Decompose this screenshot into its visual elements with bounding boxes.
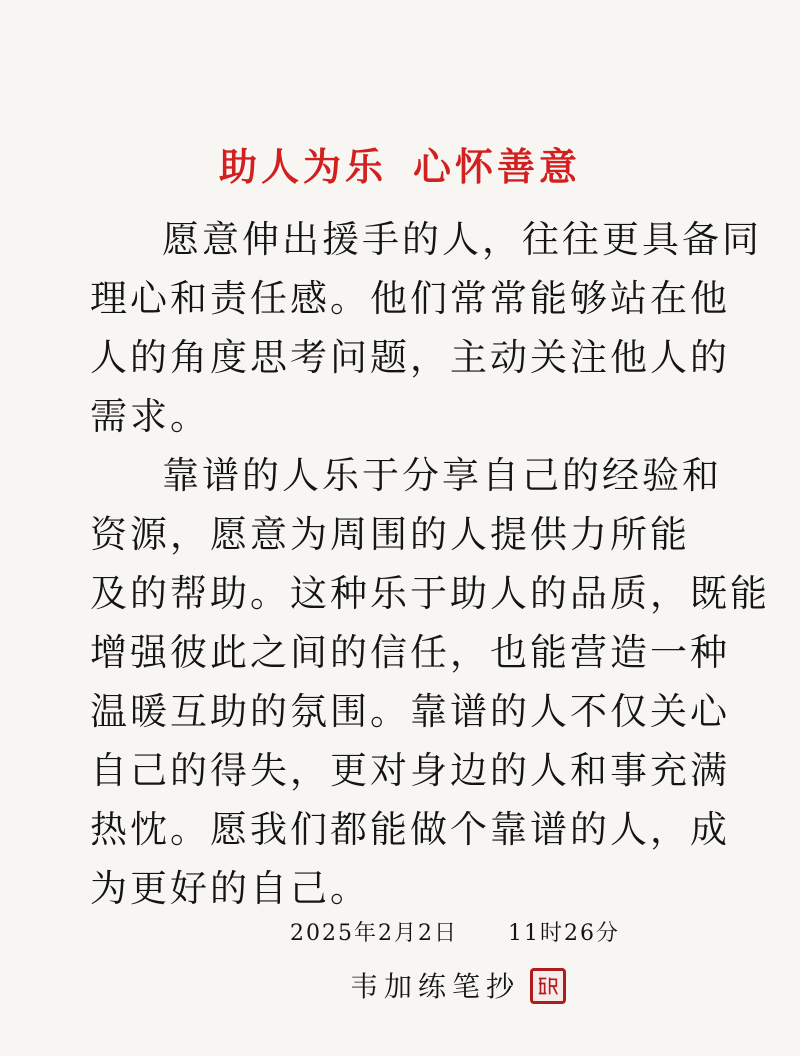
paragraph-2-line: 增强彼此之间的信任，也能营造一种 (90, 631, 730, 674)
title-part-2: 心怀善意 (413, 144, 582, 189)
paragraph-2-line: 靠谱的人乐于分享自己的经验和 (162, 454, 722, 497)
date-text: 2025年2月2日 (290, 921, 458, 946)
paragraph-1-line: 需求。 (90, 395, 210, 438)
paragraph-2-line: 温暖互助的氛围。靠谱的人不仅关心 (90, 690, 730, 733)
paragraph-2 (90, 446, 770, 918)
paragraph-1-line: 理心和责任感。他们常常能够站在他 (90, 277, 730, 320)
paragraph-2-line: 及的帮助。这种乐于助人的品质，既能 (90, 572, 770, 615)
date-line (290, 916, 620, 947)
page-title (0, 136, 800, 191)
seal-stamp-icon (530, 968, 566, 1004)
paragraph-1-line: 人的角度思考问题，主动关注他人的 (90, 336, 730, 379)
paragraph-2-line: 热忱。愿我们都能做个靠谱的人，成 (90, 808, 730, 851)
paragraph-2-line: 资源，愿意为周围的人提供力所能 (90, 513, 690, 556)
body-text (90, 210, 770, 918)
time-text: 11时26分 (507, 921, 620, 946)
seal-stamp-graphic (533, 971, 563, 1001)
signature: 韦加练笔抄 (350, 970, 521, 1003)
paragraph-2-line: 自己的得失，更对身边的人和事充满 (90, 749, 730, 792)
paragraph-2-line: 为更好的自己。 (90, 867, 370, 910)
paragraph-1-line: 愿意伸出援手的人，往往更具备同 (162, 218, 762, 261)
paragraph-1 (90, 210, 762, 446)
title-part-1: 助人为乐 (218, 144, 387, 189)
